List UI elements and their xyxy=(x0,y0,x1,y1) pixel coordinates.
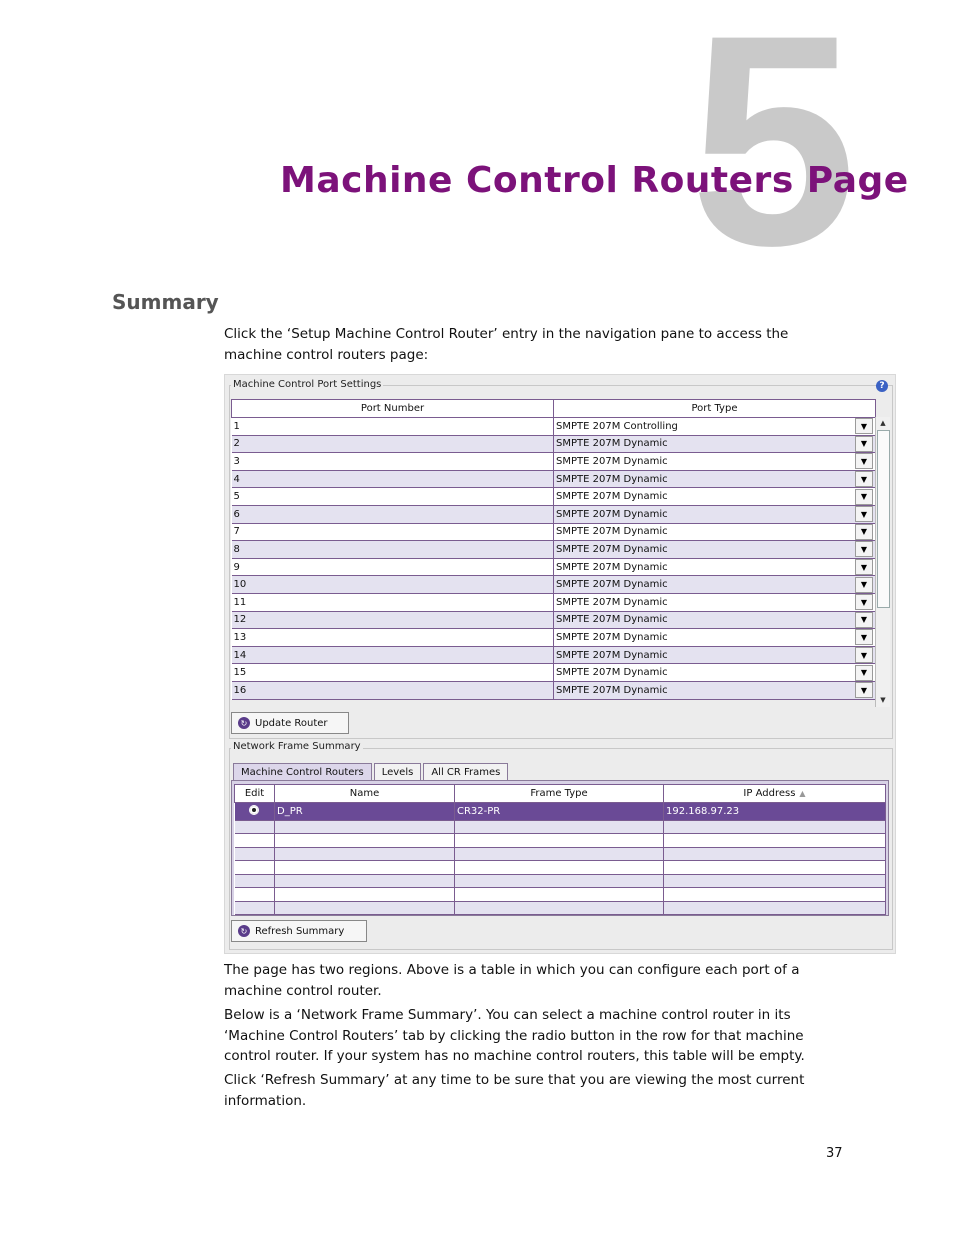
port-row[interactable] xyxy=(232,470,876,488)
port-type-select[interactable] xyxy=(554,593,876,611)
empty-cell xyxy=(664,861,886,875)
dropdown-arrow-icon[interactable]: ▼ xyxy=(855,594,873,610)
ip-address-header-label: IP Address xyxy=(743,788,796,799)
dropdown-arrow-icon[interactable]: ▼ xyxy=(855,506,873,522)
empty-table-row xyxy=(235,847,886,861)
dropdown-arrow-icon[interactable]: ▼ xyxy=(855,559,873,575)
empty-cell xyxy=(235,820,275,834)
port-type-value: SMPTE 207M Dynamic xyxy=(556,561,668,573)
port-row[interactable] xyxy=(232,558,876,576)
empty-cell xyxy=(275,874,455,888)
port-number-cell: 6 xyxy=(232,505,554,523)
port-row[interactable] xyxy=(232,418,876,436)
column-header-name[interactable]: Name xyxy=(275,785,455,803)
port-type-select[interactable] xyxy=(554,418,876,436)
column-header-frame-type[interactable]: Frame Type xyxy=(455,785,664,803)
port-type-value: SMPTE 207M Dynamic xyxy=(556,455,668,467)
port-settings-legend: Machine Control Port Settings xyxy=(233,379,382,390)
empty-cell xyxy=(455,834,664,848)
dropdown-arrow-icon[interactable]: ▼ xyxy=(855,453,873,469)
dropdown-arrow-icon[interactable]: ▼ xyxy=(855,471,873,487)
empty-cell xyxy=(275,834,455,848)
refresh-summary-button[interactable] xyxy=(231,920,367,942)
port-number-cell: 5 xyxy=(232,488,554,506)
empty-cell xyxy=(235,888,275,902)
port-type-value: SMPTE 207M Dynamic xyxy=(556,631,668,643)
port-row[interactable] xyxy=(232,453,876,471)
refresh-icon: ↻ xyxy=(238,925,250,937)
port-type-select[interactable] xyxy=(554,505,876,523)
body-paragraph-1: The page has two regions. Above is a table in which you can configure each port of a machine control router. xyxy=(224,962,800,999)
empty-cell xyxy=(664,888,886,902)
column-header-ip-address[interactable] xyxy=(664,785,886,803)
tab-machine-control-routers[interactable]: Machine Control Routers xyxy=(233,763,372,782)
empty-cell xyxy=(275,847,455,861)
dropdown-arrow-icon[interactable]: ▼ xyxy=(855,577,873,593)
intro-paragraph: Click the ‘Setup Machine Control Router’ entry in the navigation pane to access the machine control routers page: xyxy=(224,326,789,363)
port-type-value: SMPTE 207M Dynamic xyxy=(556,543,668,555)
port-type-value: SMPTE 207M Dynamic xyxy=(556,649,668,661)
dropdown-arrow-icon[interactable]: ▼ xyxy=(855,418,873,434)
dropdown-arrow-icon[interactable]: ▼ xyxy=(855,629,873,645)
port-type-value: SMPTE 207M Dynamic xyxy=(556,473,668,485)
scroll-down-arrow-icon[interactable]: ▼ xyxy=(880,696,886,704)
update-router-label: Update Router xyxy=(255,717,328,729)
port-row[interactable] xyxy=(232,523,876,541)
port-type-select[interactable] xyxy=(554,664,876,682)
port-type-select[interactable] xyxy=(554,629,876,647)
port-number-cell: 11 xyxy=(232,593,554,611)
port-type-value: SMPTE 207M Dynamic xyxy=(556,508,668,520)
empty-cell xyxy=(235,847,275,861)
empty-cell xyxy=(664,834,886,848)
screenshot-panel xyxy=(224,374,896,954)
chapter-title: Machine Control Routers Page xyxy=(280,160,909,201)
port-settings-table xyxy=(231,399,876,700)
port-row[interactable] xyxy=(232,576,876,594)
port-row[interactable] xyxy=(232,593,876,611)
column-header-port-type[interactable]: Port Type xyxy=(554,400,876,418)
empty-cell xyxy=(235,861,275,875)
port-row[interactable] xyxy=(232,435,876,453)
port-row[interactable] xyxy=(232,611,876,629)
port-type-value: SMPTE 207M Dynamic xyxy=(556,614,668,626)
edit-radio-cell[interactable] xyxy=(235,803,275,821)
dropdown-arrow-icon[interactable]: ▼ xyxy=(855,682,873,698)
section-heading: Summary xyxy=(112,290,219,314)
column-header-port-number[interactable]: Port Number xyxy=(232,400,554,418)
port-type-value: SMPTE 207M Dynamic xyxy=(556,491,668,503)
ip-address-cell: 192.168.97.23 xyxy=(664,803,886,821)
select-radio-button[interactable] xyxy=(249,805,259,815)
dropdown-arrow-icon[interactable]: ▼ xyxy=(855,612,873,628)
tab-levels[interactable]: Levels xyxy=(374,763,422,782)
empty-cell xyxy=(235,874,275,888)
dropdown-arrow-icon[interactable]: ▼ xyxy=(855,436,873,452)
port-type-value: SMPTE 207M Dynamic xyxy=(556,596,668,608)
body-paragraph-3: Click ‘Refresh Summary’ at any time to be sure that you are viewing the most current information. xyxy=(224,1072,805,1109)
port-type-select[interactable] xyxy=(554,470,876,488)
port-row[interactable] xyxy=(232,488,876,506)
empty-cell xyxy=(664,874,886,888)
empty-cell xyxy=(664,901,886,915)
empty-cell xyxy=(455,901,664,915)
port-number-cell: 1 xyxy=(232,418,554,436)
port-type-select[interactable] xyxy=(554,523,876,541)
port-type-value: SMPTE 207M Dynamic xyxy=(556,438,668,450)
port-type-select[interactable] xyxy=(554,435,876,453)
port-type-select[interactable] xyxy=(554,681,876,699)
dropdown-arrow-icon[interactable]: ▼ xyxy=(855,489,873,505)
port-table-scrollbar[interactable] xyxy=(875,417,890,707)
port-row[interactable] xyxy=(232,629,876,647)
port-number-cell: 12 xyxy=(232,611,554,629)
port-number-cell: 15 xyxy=(232,664,554,682)
refresh-summary-label: Refresh Summary xyxy=(255,925,345,937)
empty-cell xyxy=(664,820,886,834)
network-summary-legend: Network Frame Summary xyxy=(233,741,361,752)
empty-cell xyxy=(275,888,455,902)
port-number-cell: 14 xyxy=(232,646,554,664)
empty-cell xyxy=(455,888,664,902)
chapter-number: 5 xyxy=(690,0,851,308)
port-row[interactable] xyxy=(232,541,876,559)
port-number-cell: 10 xyxy=(232,576,554,594)
port-number-cell: 9 xyxy=(232,558,554,576)
empty-table-row xyxy=(235,820,886,834)
port-type-value: SMPTE 207M Dynamic xyxy=(556,579,668,591)
empty-cell xyxy=(455,861,664,875)
empty-table-row xyxy=(235,901,886,915)
empty-table-row xyxy=(235,888,886,902)
tab-all-cr-frames[interactable]: All CR Frames xyxy=(423,763,508,782)
port-number-cell: 7 xyxy=(232,523,554,541)
port-type-value: SMPTE 207M Controlling xyxy=(556,420,678,432)
empty-cell xyxy=(455,847,664,861)
network-summary-table xyxy=(234,784,886,915)
port-type-select[interactable] xyxy=(554,611,876,629)
dropdown-arrow-icon[interactable]: ▼ xyxy=(855,524,873,540)
port-number-cell: 2 xyxy=(232,435,554,453)
scroll-up-arrow-icon[interactable]: ▲ xyxy=(880,419,886,427)
column-header-edit[interactable]: Edit xyxy=(235,785,275,803)
help-icon[interactable]: ? xyxy=(876,380,888,392)
port-row[interactable] xyxy=(232,646,876,664)
sort-ascending-icon: ▲ xyxy=(799,789,806,798)
update-router-button[interactable] xyxy=(231,712,349,734)
port-number-cell: 16 xyxy=(232,681,554,699)
empty-cell xyxy=(275,901,455,915)
port-type-select[interactable] xyxy=(554,646,876,664)
port-row[interactable] xyxy=(232,505,876,523)
port-type-select[interactable] xyxy=(554,558,876,576)
table-row[interactable] xyxy=(235,803,886,821)
port-row[interactable] xyxy=(232,664,876,682)
scroll-thumb[interactable] xyxy=(877,430,890,608)
empty-cell xyxy=(664,847,886,861)
empty-table-row xyxy=(235,874,886,888)
dropdown-arrow-icon[interactable]: ▼ xyxy=(855,647,873,663)
port-type-select[interactable] xyxy=(554,576,876,594)
update-icon: ↻ xyxy=(238,717,250,729)
empty-cell xyxy=(275,861,455,875)
port-type-select[interactable] xyxy=(554,541,876,559)
port-type-value: SMPTE 207M Dynamic xyxy=(556,526,668,538)
port-number-cell: 4 xyxy=(232,470,554,488)
port-row[interactable] xyxy=(232,681,876,699)
port-number-cell: 8 xyxy=(232,541,554,559)
frame-type-cell: CR32-PR xyxy=(455,803,664,821)
port-type-select[interactable] xyxy=(554,488,876,506)
page-number: 37 xyxy=(826,1146,843,1161)
dropdown-arrow-icon[interactable]: ▼ xyxy=(855,541,873,557)
port-type-value: SMPTE 207M Dynamic xyxy=(556,667,668,679)
name-cell: D_PR xyxy=(275,803,455,821)
dropdown-arrow-icon[interactable]: ▼ xyxy=(855,665,873,681)
port-type-select[interactable] xyxy=(554,453,876,471)
port-number-cell: 13 xyxy=(232,629,554,647)
empty-table-row xyxy=(235,861,886,875)
port-number-cell: 3 xyxy=(232,453,554,471)
empty-table-row xyxy=(235,834,886,848)
port-type-value: SMPTE 207M Dynamic xyxy=(556,684,668,696)
empty-cell xyxy=(455,874,664,888)
empty-cell xyxy=(275,820,455,834)
empty-cell xyxy=(455,820,664,834)
body-paragraph-2: Below is a ‘Network Frame Summary’. You can select a machine control router in its ‘Machine Control Routers’ tab by clicking the radio button in the row for that machine control router. If your system has no machine control routers, this table will be empty. xyxy=(224,1007,805,1064)
empty-cell xyxy=(235,834,275,848)
empty-cell xyxy=(235,901,275,915)
